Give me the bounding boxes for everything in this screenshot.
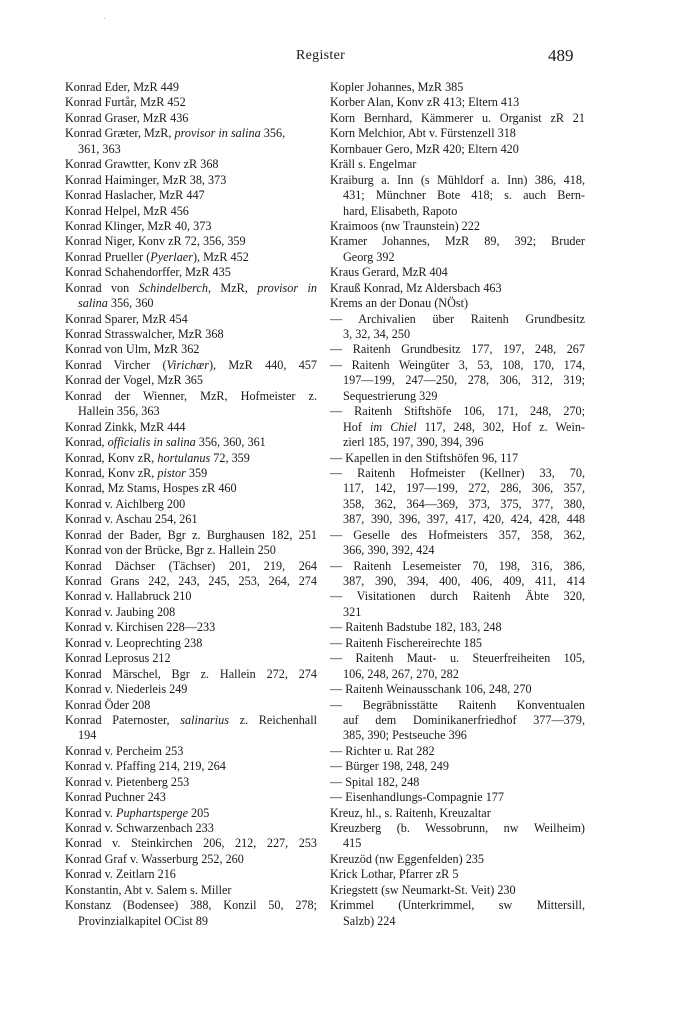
index-entry: Konstantin, Abt v. Salem s. Miller: [65, 882, 232, 897]
index-entry: Kräll s. Engelmar: [330, 157, 417, 172]
running-head: Register: [296, 48, 346, 63]
index-entry: Konrad v. Niederleis 249: [65, 682, 188, 697]
index-entry: Krick Lothar, Pfarrer zR 5: [330, 867, 459, 882]
index-entry: Konrad v. Aschau 254, 261: [65, 512, 198, 527]
index-entry-continuation: hard, Elisabeth, Rapoto: [343, 203, 458, 218]
index-entry: Konrad der Vogel, MzR 365: [65, 373, 203, 388]
index-entry-continuation: 3, 32, 34, 250: [343, 327, 411, 341]
index-entry-continuation: 194: [78, 728, 97, 743]
index-entry: Konrad v. Kirchisen 228—233: [65, 620, 216, 635]
index-entry: Konrad v. Steinkirchen 206, 212, 227, 253: [65, 836, 317, 851]
index-entry: Konrad Schahendorffer, MzR 435: [65, 265, 231, 280]
index-subentry: — Archivalien über Raitenh Grundbesitz: [330, 311, 585, 326]
index-entry: Konrad Eder, MzR 449: [65, 80, 179, 94]
index-entry-continuation: 117, 142, 197—199, 272, 286, 306, 357,: [343, 481, 585, 496]
index-entry: Kriegstett (sw Neumarkt-St. Veit) 230: [330, 882, 516, 897]
index-entry: Konrad Graf v. Wasserburg 252, 260: [65, 851, 244, 866]
italic-term: hortulanus: [157, 450, 211, 465]
index-entry: Konstanz (Bodensee) 388, Konzil 50, 278;: [65, 898, 317, 913]
index-entry: Konrad Haslacher, MzR 447: [65, 188, 205, 203]
index-entry: Konrad Grawtter, Konv zR 368: [65, 157, 219, 172]
italic-term: pistor: [157, 465, 186, 480]
index-entry: Konrad Prueller (Pyerlaer), MzR 452: [65, 249, 249, 264]
index-entry: Konrad Märschel, Bgr z. Hallein 272, 274: [65, 666, 317, 681]
index-entry-continuation: 197—199, 247—250, 278, 306, 312, 319;: [343, 373, 585, 388]
index-entry: Konrad Græter, MzR, provisor in salina 356,: [65, 126, 286, 141]
index-entry-continuation: 387, 390, 396, 397, 417, 420, 424, 428, 448: [343, 512, 585, 527]
index-subentry: — Bürger 198, 248, 249: [330, 759, 449, 774]
index-entry: Konrad v. Percheim 253: [65, 743, 184, 758]
index-subentry: — Raitenh Weingüter 3, 53, 108, 170, 174,: [330, 357, 585, 372]
index-entry: Krauß Konrad, Mz Aldersbach 463: [330, 280, 502, 295]
index-entry: Konrad v. Zeitlarn 216: [65, 867, 176, 882]
index-entry: Krems an der Donau (NÖst): [330, 296, 469, 311]
index-entry: Korn Melchior, Abt v. Fürstenzell 318: [330, 126, 516, 141]
index-entry-continuation: 387, 390, 394, 400, 406, 409, 411, 414: [343, 574, 585, 588]
index-subentry: — Raitenh Fischereirechte 185: [330, 635, 482, 650]
index-entry: Krimmel (Unterkrimmel, sw Mittersill,: [330, 898, 585, 913]
index-subentry: — Raitenh Badstube 182, 183, 248: [330, 620, 502, 635]
index-entry: Konrad Dächser (Tächser) 201, 219, 264: [65, 558, 317, 573]
index-entry: Konrad Strasswalcher, MzR 368: [65, 327, 224, 341]
italic-term: Virichær: [166, 357, 209, 372]
index-entry: Konrad Vircher (Virichær), MzR 440, 457: [65, 357, 317, 372]
index-entry: Konrad Zinkk, MzR 444: [65, 419, 186, 434]
index-subentry: — Visitationen durch Raitenh Äbte 320,: [330, 589, 585, 604]
index-entry-continuation: 321: [343, 604, 362, 619]
italic-term: im Chiel: [369, 419, 417, 434]
index-entry-continuation: 361, 363: [78, 141, 121, 156]
index-entry-continuation: salina 356, 360: [78, 296, 154, 311]
index-subentry: — Raitenh Maut- u. Steuerfreiheiten 105,: [330, 651, 585, 666]
index-entry: Kraus Gerard, MzR 404: [330, 265, 448, 280]
index-entry-continuation: Sequestrierung 329: [343, 388, 438, 403]
italic-term: Schindelberch: [138, 280, 208, 295]
index-entry: Kramer Johannes, MzR 89, 392; Bruder: [330, 234, 585, 249]
index-entry: Kraimoos (nw Traunstein) 222: [330, 218, 480, 233]
index-entry: Konrad v. Aichlberg 200: [65, 496, 186, 511]
index-entry: Konrad von Schindelberch, MzR, provisor in: [65, 280, 317, 295]
index-entry: Konrad von Ulm, MzR 362: [65, 342, 200, 357]
index-entry: Kreuzberg (b. Wessobrunn, nw Weilheim): [330, 821, 585, 835]
index-subentry: — Raitenh Stiftshöfe 106, 171, 248, 270;: [330, 404, 585, 419]
index-entry: Konrad v. Jaubing 208: [65, 604, 176, 619]
index-entry: Konrad Grans 242, 243, 245, 253, 264, 274: [65, 574, 317, 588]
index-subentry: — Raitenh Lesemeister 70, 198, 316, 386,: [330, 558, 585, 573]
index-entry: Konrad Puchner 243: [65, 790, 166, 805]
index-entry-continuation: 385, 390; Pestseuche 396: [343, 728, 467, 743]
index-entry-continuation: Georg 392: [343, 249, 395, 264]
index-entry: Konrad Haiminger, MzR 38, 373: [65, 172, 227, 187]
index-entry: Konrad v. Leoprechting 238: [65, 635, 203, 650]
index-entry: Konrad v. Hallabruck 210: [65, 589, 192, 604]
index-entry-continuation: Salzb) 224: [343, 913, 396, 928]
index-entry: Konrad Sparer, MzR 454: [65, 311, 188, 326]
index-subentry: — Eisenhandlungs-Compagnie 177: [330, 790, 504, 805]
index-subentry: — Raitenh Weinausschank 106, 248, 270: [330, 682, 532, 697]
index-entry-continuation: Provinzialkapitel OCist 89: [78, 913, 208, 928]
italic-term: officialis in salina: [107, 435, 196, 450]
index-entry: Konrad, Mz Stams, Hospes zR 460: [65, 481, 237, 496]
index-entry-continuation: Hallein 356, 363: [78, 404, 160, 419]
index-entry: Kreuzöd (nw Eggenfelden) 235: [330, 851, 484, 866]
index-entry: Konrad von der Brücke, Bgr z. Hallein 250: [65, 543, 276, 558]
index-entry: Konrad v. Schwarzenbach 233: [65, 821, 214, 835]
index-entry: Konrad Klinger, MzR 40, 373: [65, 218, 212, 233]
index-entry: Konrad Helpel, MzR 456: [65, 203, 189, 218]
index-entry: Kraiburg a. Inn (s Mühldorf a. Inn) 386, 418,: [330, 172, 585, 187]
index-entry-continuation: 366, 390, 392, 424: [343, 543, 435, 558]
index-entry-continuation: 106, 248, 267, 270, 282: [343, 666, 459, 681]
italic-term: provisor in salina: [174, 126, 261, 141]
index-entry-continuation: Hof im Chiel 117, 248, 302, Hof z. Wein-: [343, 419, 585, 434]
index-subentry: — Raitenh Hofmeister (Kellner) 33, 70,: [330, 465, 585, 480]
index-entry: Konrad der Wienner, MzR, Hofmeister z.: [65, 388, 317, 403]
index-subentry: — Geselle des Hofmeisters 357, 358, 362,: [330, 527, 585, 542]
index-subentry: — Kapellen in den Stiftshöfen 96, 117: [330, 450, 519, 465]
page-number: 489: [548, 46, 574, 65]
index-entry: Konrad Öder 208: [65, 697, 151, 712]
index-entry: Konrad v. Pietenberg 253: [65, 774, 190, 789]
italic-term: Puphartsperge: [116, 805, 188, 820]
index-entry-continuation: 358, 362, 364—369, 373, 375, 377, 380,: [343, 496, 585, 511]
corner-mark: [104, 18, 105, 19]
italic-term: salina: [78, 296, 108, 311]
index-column-left: [65, 80, 317, 929]
index-subentry: — Raitenh Grundbesitz 177, 197, 248, 267: [330, 342, 585, 357]
italic-term: Pyerlaer: [150, 249, 193, 264]
index-entry-continuation: 431; Münchner Bote 418; s. auch Bern-: [343, 188, 585, 203]
index-entry: Konrad, Konv zR, pistor 359: [65, 465, 208, 480]
index-entry: Konrad, Konv zR, hortulanus 72, 359: [65, 450, 250, 465]
index-entry: Konrad Furtår, MzR 452: [65, 95, 186, 110]
index-entry: Konrad v. Puphartsperge 205: [65, 805, 210, 820]
index-entry: Konrad Graser, MzR 436: [65, 110, 189, 125]
italic-term: provisor in: [257, 280, 317, 295]
index-subentry: — Richter u. Rat 282: [330, 743, 435, 758]
index-entry: Konrad, officialis in salina 356, 360, 361: [65, 435, 266, 450]
index-subentry: — Begräbnisstätte Raitenh Konventualen: [330, 697, 585, 712]
index-entry-continuation: 415: [343, 836, 362, 851]
italic-term: salinarius: [180, 712, 230, 727]
index-entry: Konrad Niger, Konv zR 72, 356, 359: [65, 234, 246, 249]
index-subentry: — Spital 182, 248: [330, 774, 420, 789]
index-entry: Konrad v. Pfaffing 214, 219, 264: [65, 759, 226, 774]
index-entry: Kornbauer Gero, MzR 420; Eltern 420: [330, 141, 519, 156]
index-entry: Konrad Leprosus 212: [65, 651, 171, 666]
index-entry: Konrad der Bader, Bgr z. Burghausen 182, 251: [65, 527, 317, 542]
index-column-right: [330, 80, 585, 929]
index-entry: Konrad Paternoster, salinarius z. Reichenhall: [65, 712, 317, 727]
index-entry: Korber Alan, Konv zR 413; Eltern 413: [330, 95, 520, 110]
index-entry-continuation: auf dem Dominikanerfriedhof 377—379,: [343, 712, 585, 727]
index-entry: Korn Bernhard, Kämmerer u. Organist zR 21: [330, 110, 585, 125]
index-entry-continuation: zierl 185, 197, 390, 394, 396: [343, 435, 484, 450]
index-entry: Kreuz, hl., s. Raitenh, Kreuzaltar: [330, 805, 491, 820]
index-entry: Kopler Johannes, MzR 385: [330, 80, 464, 94]
